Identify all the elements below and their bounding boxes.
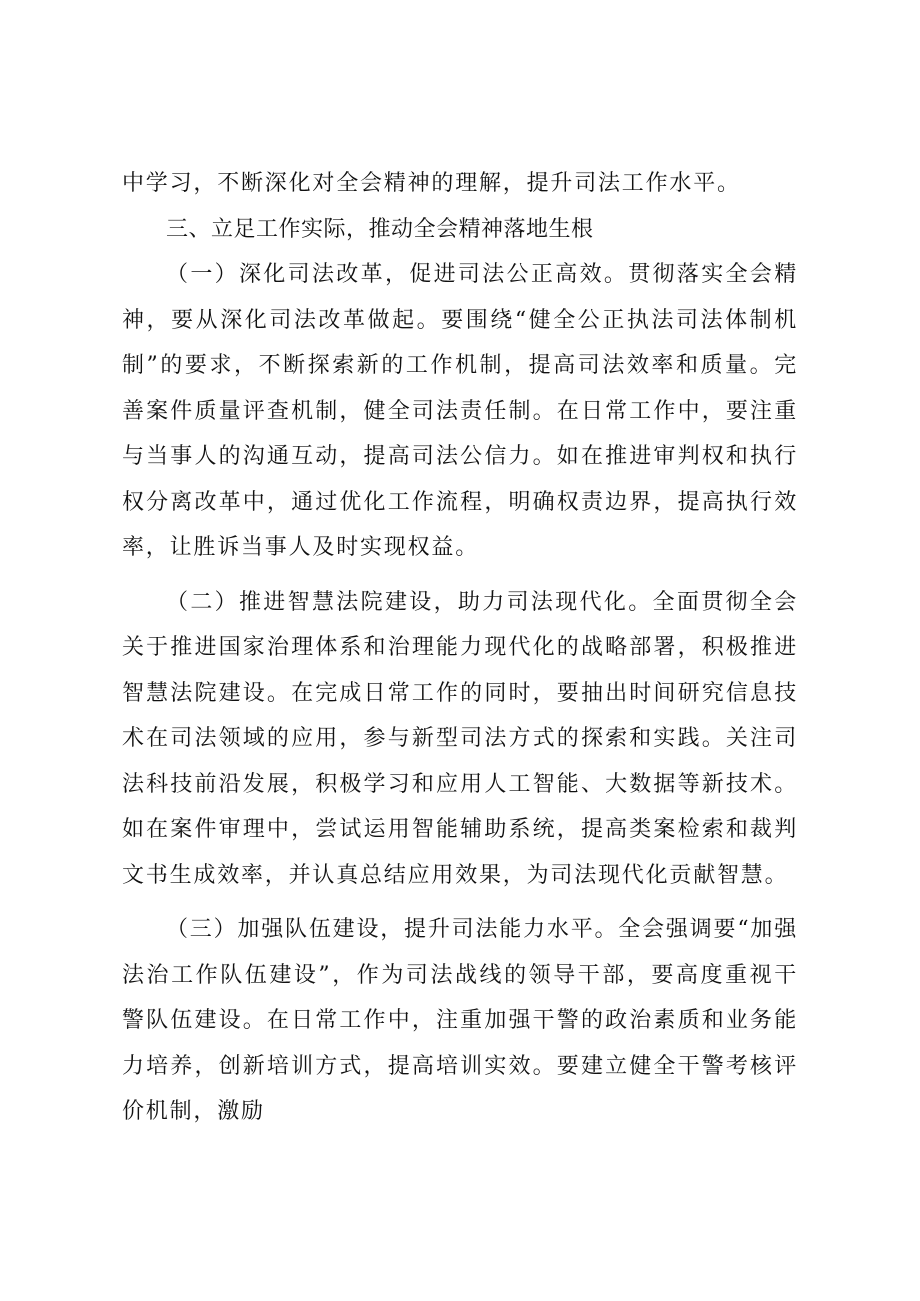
section-heading: 三、立足工作实际，推动全会精神落地生根 [166,216,594,242]
document-body [122,161,798,1135]
paragraph-3: （三）加强队伍建设，提升司法能力水平。全会强调要“加强法治工作队伍建设”，作为司法战线的领导干部，要高度重视干警队伍建设。在日常工作中，注重加强干警的政治素质和业务能力培养，创新培训方式，提高培训实效。要建立健全干警考核评价机制，激励 [122,917,798,1124]
paragraph-2: （二）推进智慧法院建设，助力司法现代化。全面贯彻全会关于推进国家治理体系和治理能力现代化的战略部署，积极推进智慧法院建设。在完成日常工作的同时，要抽出时间研究信息技术在司法领域的应用，参与新型司法方式的探索和实践。关注司法科技前沿发展，积极学习和应用人工智能、大数据等新技术。如在案件审理中，尝试运用智能辅助系统，提高类案检索和裁判文书生成效率，并认真总结应用效果，为司法现代化贡献智慧。 [122,589,798,888]
paragraph-1: （一）深化司法改革，促进司法公正高效。贯彻落实全会精神，要从深化司法改革做起。要围绕“健全公正执法司法体制机制”的要求，不断探索新的工作机制，提高司法效率和质量。完善案件质量评查机制，健全司法责任制。在日常工作中，要注重与当事人的沟通互动，提高司法公信力。如在推进审判权和执行权分离改革中，通过优化工作流程，明确权责边界，提高执行效率，让胜诉当事人及时实现权益。 [122,262,798,560]
paragraph-continuation: 中学习，不断深化对全会精神的理解，提升司法工作水平。 [122,171,741,196]
